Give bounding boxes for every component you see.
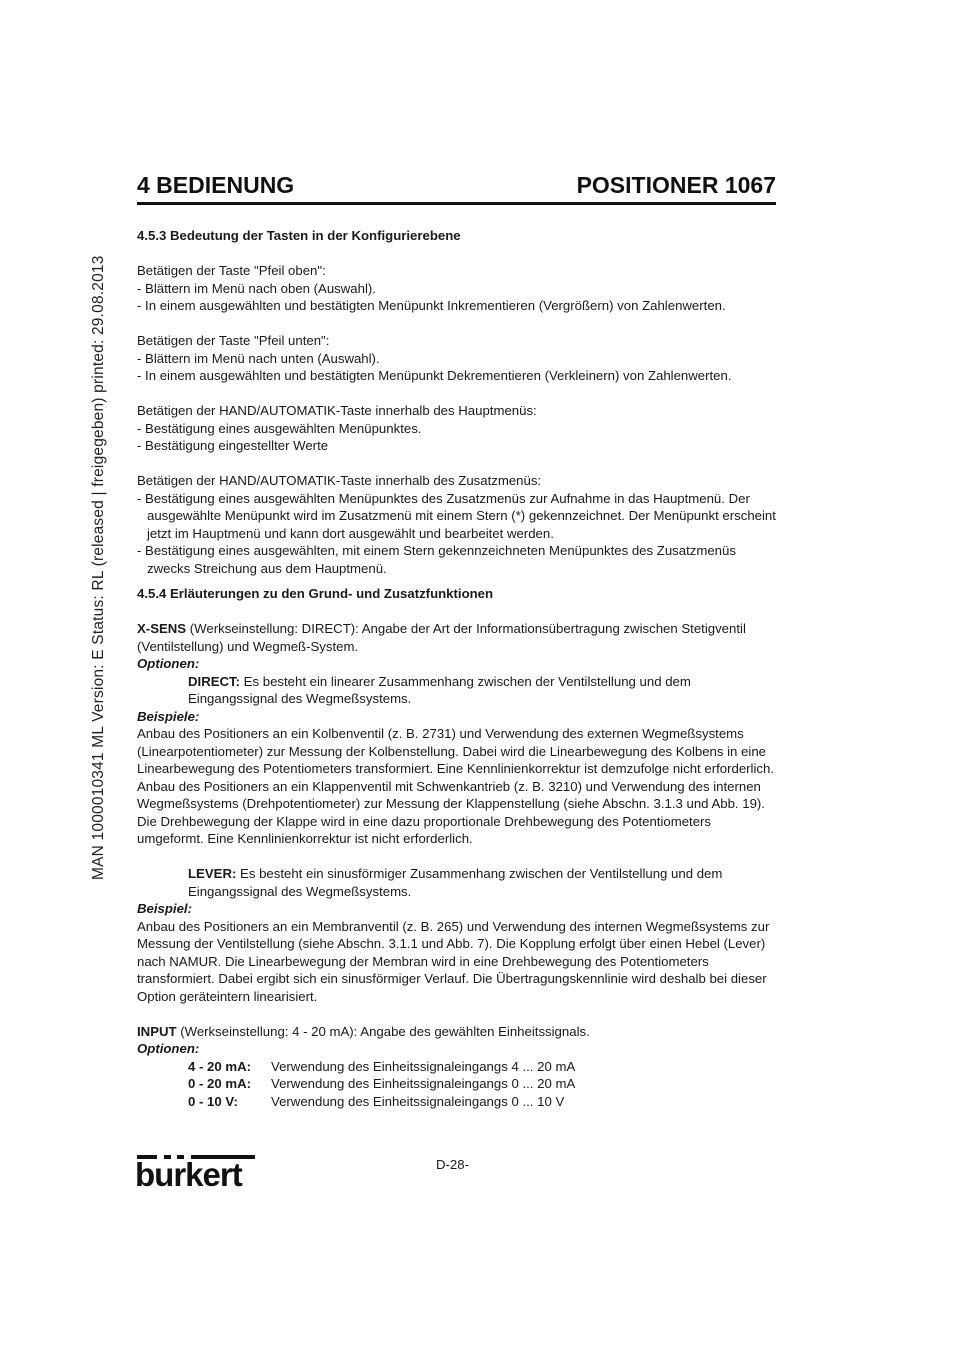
input-options-table [188,1058,575,1111]
table-row: 0 - 20 mA: Verwendung des Einheitssignaleingangs 0 ... 20 mA [188,1076,576,1091]
list-item: - Blättern im Menü nach oben (Auswahl). [137,280,376,296]
list-item: - In einem ausgewählten und bestätigten Menüpunkt Inkrementieren (Vergrößern) von Zahlenwerten. [137,298,726,313]
list-item: - Bestätigung eingestellter Werte [137,438,329,453]
section-heading-4-5-3: 4.5.3 Bedeutung der Tasten in der Konfigurierebene [137,228,461,243]
term-label: LEVER: [188,866,237,881]
term-label: DIRECT: [188,673,241,689]
table-row: 0 - 10 V: Verwendung des Einheitssignaleingangs 0 ... 10 V [188,1093,565,1109]
paragraph: Betätigen der Taste "Pfeil oben": [137,263,326,278]
list-item: - In einem ausgewählten und bestätigten Menüpunkt Dekrementieren (Verkleinern) von Zahlenwerten. [137,368,732,383]
example-label: Beispiel: [137,901,192,916]
option-lever: LEVER: Es besteht ein sinusförmiger Zusammenhang zwischen der Ventilstellung und dem Eingangssignal des Wegmeßsystems. [188,866,723,899]
term-label: INPUT [137,1023,177,1039]
list-item: - Bestätigung eines ausgewählten Menüpunktes. [137,420,422,436]
paragraph: Betätigen der Taste "Pfeil unten": [137,333,330,348]
paragraph: Anbau des Positioners an ein Kolbenventil (z. B. 2731) und Verwendung des externen Wegmeßsystems (Linearpotentiometer) zur Messung der Kolbenstellung. Dabei wird die Linearbewegung des Kolbens in eine Linearbewegung des Potentiometers transformiert. Eine Kennlinienkorrektur ist demzufolge nicht erforderlich. [137,726,774,776]
page-header [137,171,776,199]
table-row: 4 - 20 mA: Verwendung des Einheitssignaleingangs 4 ... 20 mA [188,1058,576,1074]
paragraph: Anbau des Positioners an ein Klappenventil mit Schwenkantrieb (z. B. 3210) und Verwendung des internen Wegmeßsystems (Drehpotentiometer) zur Messung der Klappenstellung (siehe Abschn. 3.1.3 und Abb. 19). Die Drehbewegung der Klappe wird in eine dazu proportionale Drehbewegung des Potentiometers umgeformt. Eine Kennlinienkorrektur ist nicht erforderlich. [137,778,765,846]
page-number: D-28- [436,1157,469,1172]
list-item: - Bestätigung eines ausgewählten Menüpunktes des Zusatzmenüs zur Aufnahme in das Hauptmenü. Der ausgewählte Menüpunkt wird im Zusatzmenü mit einem Stern (*) gekennzeichnet. Der Menüpunkt erscheint jetzt im Hauptmenü und kann dort ausgewählt und bearbeitet werden. [137,490,776,541]
header-rule [137,202,776,205]
document-status-sidebar: MAN 1000010341 ML Version: E Status: RL (released | freigegeben) printed: 29.08.2013 [90,255,107,880]
paragraph-input: INPUT (Werkseinstellung: 4 - 20 mA): Angabe des gewählten Einheitssignals. [137,1023,590,1039]
examples-label: Beispiele: [137,708,200,724]
product-title: POSITIONER 1067 [576,172,776,198]
paragraph-xsens: X-SENS (Werkseinstellung: DIRECT): Angabe der Art der Informationsübertragung zwischen Stetigventil (Ventilstellung) und Wegmeß-System. [137,621,746,654]
chapter-title: 4 BEDIENUNG [137,172,295,198]
burkert-logo: burkert [137,1155,257,1191]
list-item: - Bestätigung eines ausgewählten, mit einem Stern gekennzeichneten Menüpunktes des Zusatzmenüs zwecks Streichung aus dem Hauptmenü. [137,543,736,576]
options-label: Optionen: [137,1041,200,1056]
options-label: Optionen: [137,656,200,671]
list-item: - Blättern im Menü nach unten (Auswahl). [137,350,380,366]
section-heading-4-5-4: 4.5.4 Erläuterungen zu den Grund- und Zusatzfunktionen [137,586,494,601]
term-label: X-SENS [137,621,187,636]
paragraph: Betätigen der HAND/AUTOMATIK-Taste innerhalb des Zusatzmenüs: [137,473,542,488]
page-content [137,227,777,1110]
option-direct: DIRECT: Es besteht ein linearer Zusammenhang zwischen der Ventilstellung und dem Eingangssignal des Wegmeßsystems. [188,673,691,706]
paragraph: Anbau des Positioners an ein Membranventil (z. B. 265) und Verwendung des internen Wegmeßsystems zur Messung der Ventilstellung (siehe Abschn. 3.1.1 und Abb. 7). Die Kopplung erfolgt über einen Hebel (Lever) nach NAMUR. Die Linearbewegung der Membran wird in eine Drehbewegung des Potentiometers transformiert. Dabei ergibt sich ein sinusförmiger Verlauf. Die Übertragungskennlinie wird deshalb bei dieser Option geräteintern linearisiert. [137,918,770,1004]
paragraph: Betätigen der HAND/AUTOMATIK-Taste innerhalb des Hauptmenüs: [137,403,537,418]
